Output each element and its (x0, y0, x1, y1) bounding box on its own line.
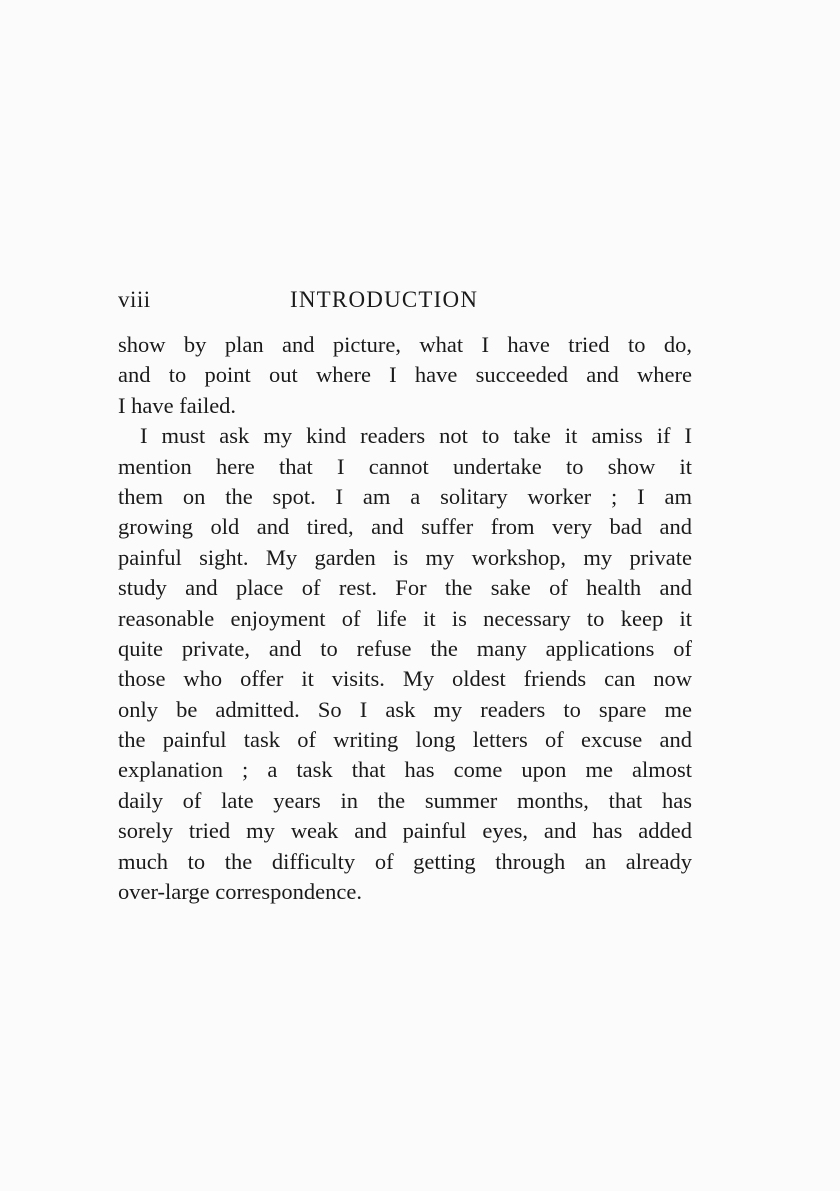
text-line: growing old and tired, and suffer from very bad and (118, 514, 692, 540)
text-line: sorely tried my weak and painful eyes, and has added (118, 818, 692, 844)
text-line: those who offer it visits. My oldest friends can now (118, 666, 692, 692)
text-line: them on the spot. I am a solitary worker ; I am (118, 483, 692, 509)
paragraph (118, 421, 692, 907)
text-line: show by plan and picture, what I have tried to do, (118, 332, 692, 357)
paragraph-continued (118, 330, 692, 421)
running-title: INTRODUCTION (290, 287, 479, 312)
text-line: reasonable enjoyment of life it is necessary to keep it (118, 605, 692, 631)
text-line: and to point out where I have succeeded and where (118, 362, 692, 388)
text-line: I must ask my kind readers not to take it amiss if I (140, 423, 692, 449)
text-line: quite private, and to refuse the many applications of (118, 635, 692, 661)
text-line: painful sight. My garden is my workshop, my private (118, 544, 692, 570)
text-line: mention here that I cannot undertake to show it (118, 453, 692, 479)
text-line: much to the difficulty of getting through an already (118, 848, 692, 874)
text-line: the painful task of writing long letters of excuse and (118, 727, 692, 753)
body-text (118, 330, 692, 907)
text-line: explanation ; a task that has come upon me almost (118, 757, 692, 783)
text-line: study and place of rest. For the sake of health and (118, 575, 692, 601)
text-line: only be admitted. So I ask my readers to spare me (118, 696, 692, 722)
text-line: daily of late years in the summer months, that has (118, 787, 692, 813)
page-number: viii (118, 287, 151, 312)
text-line: over-large correspondence. (118, 879, 363, 905)
text-line: I have failed. (118, 392, 237, 418)
running-head (118, 284, 692, 316)
